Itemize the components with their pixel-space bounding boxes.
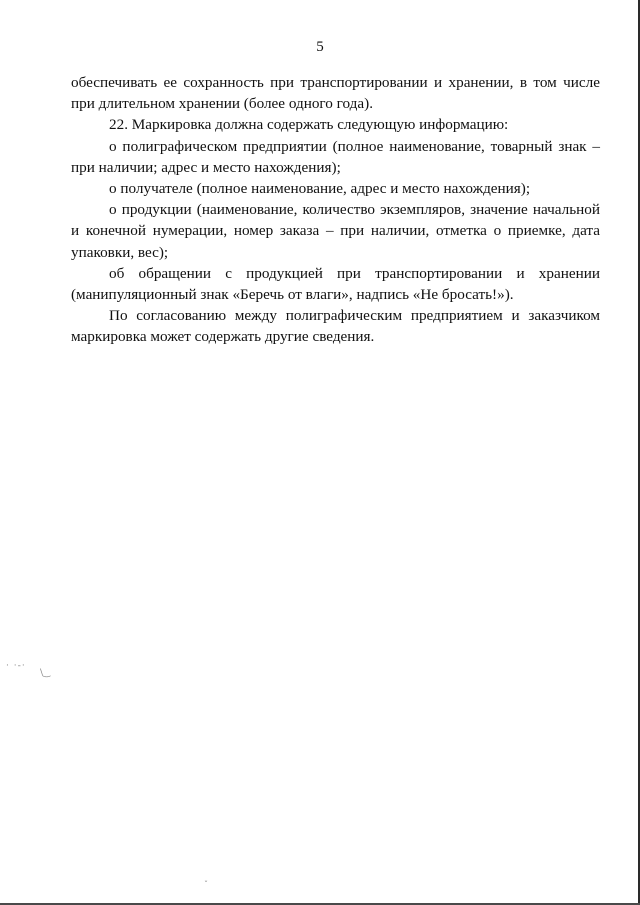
scan-artifact-mark: \‿ [40,668,51,678]
paragraph-continuation: обеспечивать ее сохранность при транспортировании и хранении, в том числе при длительном хранении (более одного года). [71,74,600,113]
paragraph-item-22: 22. Маркировка должна содержать следующую информацию: [109,116,509,134]
paragraph-printer-info: о полиграфическом предприятии (полное наименование, товарный знак – при наличии; адрес и место нахождения); [71,137,600,176]
scan-artifact-mark: ˇ [204,880,208,889]
scan-artifact-mark: · ·-· [6,661,26,671]
paragraph-handling-info: об обращении с продукцией при транспортировании и хранении (манипуляционный знак «Беречь от влаги», надпись «Не бросать!»). [71,264,600,304]
document-body [71,72,600,348]
paragraph-recipient-info: о получателе (полное наименование, адрес и место нахождения); [109,180,531,198]
paragraph-product-info: о продукции (наименование, количество экземпляров, значение начальной и конечной нумерации, номер заказа – при наличии, отметка о приемке, дата упаковки, вес); [71,201,600,261]
page-number: 5 [316,39,324,55]
paragraph-agreement: По согласованию между полиграфическим предприятием и заказчиком маркировка может содержать другие сведения. [71,307,600,346]
